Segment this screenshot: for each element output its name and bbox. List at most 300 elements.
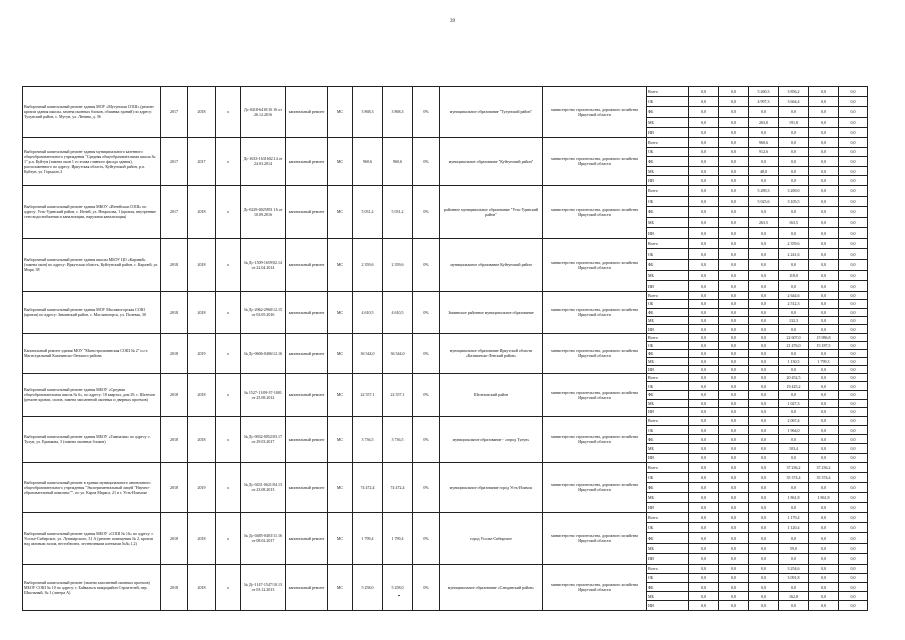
funding-value: 0,0 <box>749 325 779 333</box>
funding-value: 0,0 <box>809 207 839 218</box>
funding-value: 0,0 <box>809 176 839 186</box>
work-type: капитальный ремонт <box>286 512 328 564</box>
funding-value: 5 260,3 <box>749 87 779 97</box>
funding-value: 0,0 <box>809 573 839 582</box>
funding-value: 132,3 <box>779 317 809 325</box>
funding-value: 0,0 <box>719 533 749 543</box>
readiness-percent: 0% <box>413 512 440 564</box>
funding-value: 0,0 <box>809 554 839 564</box>
remaining-cost: 5 031,2 <box>383 185 413 238</box>
start-year: 2017 <box>161 185 188 238</box>
funding-value: 21 476,0 <box>779 341 809 349</box>
funding-source: ОБ <box>647 341 689 349</box>
table-row <box>23 462 868 472</box>
funding-value: 0,0 <box>749 583 779 592</box>
funding-value: 0,0 <box>839 176 868 186</box>
funding-value: 0,0 <box>749 512 779 522</box>
funding-value: 35 374,4 <box>809 472 839 482</box>
funding-source: ИИ <box>647 127 689 137</box>
start-year: 2018 <box>161 462 188 512</box>
funding-source: МБ <box>647 217 689 228</box>
estimated-cost: 74 472,4 <box>353 462 383 512</box>
funding-value: 0,0 <box>689 249 719 260</box>
unit: МС <box>328 333 353 373</box>
funding-value: 0,0 <box>719 365 749 373</box>
funding-value: 0,0 <box>719 564 749 573</box>
mark-cell: х <box>216 373 241 416</box>
funding-value: 0,0 <box>719 341 749 349</box>
funding-value: 1 964,0 <box>779 425 809 434</box>
funding-value: 0,0 <box>779 502 809 512</box>
funding-value: 1 861,8 <box>779 492 809 502</box>
funding-value: 0,0 <box>839 462 868 472</box>
object-description: Выборочный капитальный ремонт здания МОУ «Мугунская СОШ» (ремонт кровли здания школы, замена оконных блоков, обшивка зданий) по адресу: Тулунский район, с. Мугун, ул. Ленина, д. 36 <box>23 87 161 138</box>
funding-value: 0,0 <box>719 512 749 522</box>
funding-source: Всего <box>647 564 689 573</box>
funding-source: МБ <box>647 357 689 365</box>
readiness-percent: 0% <box>413 416 440 462</box>
funding-value: 0,0 <box>749 453 779 462</box>
responsible-ministry: министерство строительства, дорожного хозяйства Иркутской области <box>543 137 647 185</box>
funding-source: МБ <box>647 117 689 127</box>
funding-source: ИИ <box>647 554 689 564</box>
funding-value: 0,0 <box>809 453 839 462</box>
funding-value: 0,0 <box>839 399 868 408</box>
funding-value: 0,0 <box>719 523 749 533</box>
funding-source: ФБ <box>647 207 689 218</box>
end-year: 2018 <box>188 564 216 610</box>
object-description: Выборочный капитальный ремонт здания МБОУ «СОШ № 16» по адресу: г. Усолье-Сибирское, ул. Луначарского, 31 А (ремонт помещения № 2, кровли над актовым залом, вестибюлем, лестничными клетками №№ 1,2) <box>23 512 161 564</box>
funding-value: 0,0 <box>749 533 779 543</box>
responsible-ministry: министерство строительства, дорожного хозяйства Иркутской области <box>543 564 647 610</box>
funding-value: 0,0 <box>779 137 809 147</box>
funding-value: 0,0 <box>689 408 719 417</box>
funding-value: 0,0 <box>719 349 749 357</box>
funding-source: ОБ <box>647 97 689 107</box>
responsible-ministry: министерство строительства, дорожного хозяйства Иркутской области <box>543 185 647 238</box>
funding-value: 0,0 <box>719 357 749 365</box>
work-type: капитальный ремонт <box>286 238 328 291</box>
unit: МС <box>328 185 353 238</box>
funding-value: 5 025,6 <box>749 196 779 207</box>
funding-value: 0,0 <box>689 228 719 239</box>
start-year: 2017 <box>161 137 188 185</box>
funding-value: 0,0 <box>839 196 868 207</box>
funding-source: Всего <box>647 87 689 97</box>
estimated-cost: 5 258,0 <box>353 564 383 610</box>
work-type: капитальный ремонт <box>286 462 328 512</box>
funding-value: 0,0 <box>719 107 749 117</box>
funding-value: 0,0 <box>839 308 868 316</box>
funding-value: 0,0 <box>839 117 868 127</box>
funding-value: 0,0 <box>719 270 749 281</box>
funding-value: 0,0 <box>689 196 719 207</box>
funding-value: 15 187,5 <box>809 341 839 349</box>
funding-value: 0,0 <box>719 482 749 492</box>
responsible-ministry: министерство строительства, дорожного хозяйства Иркутской области <box>543 462 647 512</box>
document-ref: № Дс-0032-0052/03.17 от 29.03.2017 <box>241 416 286 462</box>
funding-value: 3 091,8 <box>779 573 809 582</box>
funding-value: 0,0 <box>779 281 809 292</box>
municipality: муниципальное образование «Слюдянский район» <box>440 564 543 610</box>
funding-value: 0,0 <box>689 435 719 444</box>
funding-value: 0,0 <box>689 176 719 186</box>
funding-value: 0,0 <box>749 408 779 417</box>
funding-source: ФБ <box>647 107 689 117</box>
document-ref: № 1527-11/09-37-1001 от 25.08.2012 <box>241 373 286 416</box>
funding-value: 0,0 <box>839 107 868 117</box>
object-description: Выборочный капитальный ремонт здания школы МБОУ ЦО «Каравай» (замена окон) по адресу: Иркутская область, Куйтунский район, с. Каразей, ул. Мира, 38 <box>23 238 161 291</box>
funding-value: 0,0 <box>689 117 719 127</box>
funding-value: 0,0 <box>719 127 749 137</box>
funding-value: 0,0 <box>839 281 868 292</box>
funding-value: 0,0 <box>839 592 868 601</box>
remaining-cost: 1 799,4 <box>383 512 413 564</box>
end-year: 2018 <box>188 238 216 291</box>
funding-value: 4 997,3 <box>749 97 779 107</box>
start-year: 2018 <box>161 291 188 333</box>
funding-value: 0,0 <box>749 472 779 482</box>
funding-value: 0,0 <box>809 399 839 408</box>
funding-value: 0,0 <box>719 117 749 127</box>
table-row <box>23 87 868 97</box>
remaining-cost: 2 359,6 <box>383 238 413 291</box>
funding-value: 0,0 <box>809 300 839 308</box>
funding-value: 0,0 <box>689 512 719 522</box>
work-type: капитальный ремонт <box>286 87 328 138</box>
funding-source: ФБ <box>647 533 689 543</box>
funding-value: 0,0 <box>809 523 839 533</box>
estimated-cost: 3 736,5 <box>353 416 383 462</box>
funding-value: 0,0 <box>839 157 868 167</box>
funding-value: 0,0 <box>749 564 779 573</box>
funding-value: 0,0 <box>689 325 719 333</box>
funding-value: 0,0 <box>719 472 749 482</box>
funding-value: 0,0 <box>809 444 839 453</box>
funding-value: 0,0 <box>839 137 868 147</box>
funding-value: 118,0 <box>779 270 809 281</box>
funding-value: 0,0 <box>689 333 719 341</box>
funding-value: 0,0 <box>689 492 719 502</box>
funding-value: 3 105,5 <box>779 196 809 207</box>
funding-source: ФБ <box>647 260 689 271</box>
funding-value: 0,0 <box>719 373 749 382</box>
funding-source: Всего <box>647 462 689 472</box>
funding-value: 0,0 <box>689 207 719 218</box>
funding-value: 0,0 <box>749 238 779 249</box>
mark-cell: х <box>216 185 241 238</box>
funding-value: 0,0 <box>809 382 839 391</box>
funding-source: ИИ <box>647 601 689 610</box>
table-row <box>23 137 868 147</box>
funding-value: 0,0 <box>719 390 749 399</box>
funding-value: 0,0 <box>749 317 779 325</box>
funding-value: 0,0 <box>839 185 868 196</box>
funding-value: 0,0 <box>689 87 719 97</box>
readiness-percent: 0% <box>413 137 440 185</box>
funding-value: 0,0 <box>839 408 868 417</box>
object-description: Выборочный капитальный ремонт здания МКОУ «Игнейская СОШ» по адресу: Усть-Удинский район, с. Игней, ул. Некрасова, 1 (кровля, внутренние сети водоснабжения и канализации, наружная канализация) <box>23 185 161 238</box>
document-ref: № Дс-0606-0406/12.16 <box>241 333 286 373</box>
funding-value: 0,0 <box>749 270 779 281</box>
funding-value: 0,0 <box>839 365 868 373</box>
funding-source: Всего <box>647 238 689 249</box>
responsible-ministry: министерство строительства, дорожного хозяйства Иркутской области <box>543 512 647 564</box>
remaining-cost: 3 868,3 <box>383 87 413 138</box>
funding-source: Всего <box>647 137 689 147</box>
funding-value: 0,0 <box>809 435 839 444</box>
funding-value: 59,0 <box>779 543 809 553</box>
estimated-cost: 1 799,4 <box>353 512 383 564</box>
funding-value: 0,0 <box>779 365 809 373</box>
unit: МС <box>328 87 353 138</box>
funding-value: 0,0 <box>689 300 719 308</box>
funding-source: ОБ <box>647 472 689 482</box>
end-year: 2019 <box>188 333 216 373</box>
funding-source: Всего <box>647 512 689 522</box>
funding-value: 0,0 <box>809 157 839 167</box>
funding-value: 0,0 <box>839 87 868 97</box>
funding-value: 0,0 <box>749 281 779 292</box>
funding-value: 103,4 <box>779 444 809 453</box>
funding-value: 0,0 <box>779 482 809 492</box>
work-type: капитальный ремонт <box>286 373 328 416</box>
funding-value: 0,0 <box>719 238 749 249</box>
funding-source: ОБ <box>647 523 689 533</box>
funding-value: 0,0 <box>689 357 719 365</box>
remaining-cost: 5 258,0 <box>383 564 413 610</box>
funding-value: 0,0 <box>719 592 749 601</box>
end-year: 2018 <box>188 373 216 416</box>
funding-value: 0,0 <box>809 291 839 299</box>
funding-value: 0,0 <box>839 435 868 444</box>
responsible-ministry: министерство строительства, дорожного хозяйства Иркутской области <box>543 416 647 462</box>
mark-cell: х <box>216 512 241 564</box>
funding-value: 0,0 <box>689 281 719 292</box>
funding-value: 0,0 <box>749 399 779 408</box>
funding-value: 0,0 <box>779 453 809 462</box>
funding-value: 0,0 <box>809 249 839 260</box>
funding-value: 0,0 <box>839 249 868 260</box>
funding-value: 0,0 <box>809 117 839 127</box>
funding-value: 0,0 <box>779 390 809 399</box>
table-row <box>23 564 868 573</box>
funding-value: 0,0 <box>689 157 719 167</box>
funding-source: МБ <box>647 492 689 502</box>
funding-value: 0,0 <box>749 373 779 382</box>
funding-source: ИИ <box>647 176 689 186</box>
funding-value: 0,0 <box>719 444 749 453</box>
funding-value: 0,0 <box>719 325 749 333</box>
funding-value: 0,0 <box>839 425 868 434</box>
municipality: Шелеховский район <box>440 373 543 416</box>
funding-value: 0,0 <box>689 270 719 281</box>
funding-value: 0,0 <box>839 523 868 533</box>
funding-value: 0,0 <box>689 583 719 592</box>
funding-value: 0,0 <box>809 196 839 207</box>
funding-value: 0,0 <box>689 349 719 357</box>
funding-value: 0,0 <box>719 185 749 196</box>
municipality: муниципальное образование Куйтунский район <box>440 238 543 291</box>
funding-value: 0,0 <box>719 416 749 425</box>
readiness-percent: 0% <box>413 373 440 416</box>
funding-value: 960,6 <box>749 137 779 147</box>
readiness-percent: 0% <box>413 87 440 138</box>
table-row <box>23 333 868 341</box>
funding-value: 0,0 <box>809 543 839 553</box>
responsible-ministry: министерство строительства, дорожного хозяйства Иркутской области <box>543 373 647 416</box>
funding-source: МБ <box>647 317 689 325</box>
funding-value: 0,0 <box>749 382 779 391</box>
funding-value: 0,0 <box>689 453 719 462</box>
document-ref: № Дс-1509-1659/02.14 от 22.04.2014 <box>241 238 286 291</box>
funding-value: 0,0 <box>809 87 839 97</box>
funding-value: 0,0 <box>689 137 719 147</box>
funding-source: Всего <box>647 333 689 341</box>
funding-value: 0,0 <box>809 365 839 373</box>
table-row <box>23 238 868 249</box>
funding-value: 0,0 <box>749 416 779 425</box>
estimated-cost: 5 031,2 <box>353 185 383 238</box>
funding-value: 0,0 <box>839 533 868 543</box>
funding-value: 0,0 <box>719 601 749 610</box>
funding-value: 0,0 <box>839 300 868 308</box>
funding-value: 0,0 <box>839 217 868 228</box>
end-year: 2018 <box>188 185 216 238</box>
funding-source: МБ <box>647 592 689 601</box>
funding-value: 35 374,4 <box>779 472 809 482</box>
funding-value: 0,0 <box>749 554 779 564</box>
work-type: капитальный ремонт <box>286 291 328 333</box>
funding-value: 0,0 <box>809 270 839 281</box>
funding-value: 0,0 <box>689 127 719 137</box>
funding-value: 0,0 <box>839 564 868 573</box>
funding-value: 0,0 <box>689 573 719 582</box>
funding-value: 0,0 <box>809 107 839 117</box>
funding-value: 0,0 <box>749 207 779 218</box>
funding-value: 0,0 <box>839 554 868 564</box>
funding-value: 0,0 <box>719 543 749 553</box>
unit: МС <box>328 512 353 564</box>
funding-value: 0,0 <box>809 97 839 107</box>
end-year: 2018 <box>188 87 216 138</box>
funding-source: МБ <box>647 444 689 453</box>
funding-value: 0,0 <box>809 373 839 382</box>
funding-value: 0,0 <box>689 166 719 176</box>
funding-value: 0,0 <box>779 260 809 271</box>
funding-value: 0,0 <box>719 573 749 582</box>
funding-value: 0,0 <box>809 166 839 176</box>
funding-value: 48,0 <box>749 166 779 176</box>
document-ref: Дс-0418-6410/16 16 от 26.12.2016 <box>241 87 286 138</box>
remaining-cost: 3 736,5 <box>383 416 413 462</box>
municipality: город Усолье-Сибирское <box>440 512 543 564</box>
funding-value: 0,0 <box>839 583 868 592</box>
funding-value: 0,0 <box>689 317 719 325</box>
table-row <box>23 185 868 196</box>
funding-value: 0,0 <box>779 157 809 167</box>
funding-value: 0,0 <box>749 349 779 357</box>
funding-value: 0,0 <box>749 425 779 434</box>
municipality: муниципальное образование "Тулунский район" <box>440 87 543 138</box>
mark-cell: х <box>216 291 241 333</box>
funding-value: 0,0 <box>719 453 749 462</box>
funding-value: 0,0 <box>719 462 749 472</box>
funding-value: 0,0 <box>809 349 839 357</box>
funding-value: 0,0 <box>719 228 749 239</box>
funding-value: 3 269,0 <box>779 185 809 196</box>
funding-value: 0,0 <box>749 333 779 341</box>
end-year: 2018 <box>188 512 216 564</box>
document-ref: Дс-0229-0025851 16 от 10.09.2016 <box>241 185 286 238</box>
remaining-cost: 36 544,0 <box>383 333 413 373</box>
funding-value: 0,0 <box>719 425 749 434</box>
responsible-ministry: министерство строительства, дорожного хозяйства Иркутской области <box>543 291 647 333</box>
funding-value: 0,0 <box>719 291 749 299</box>
funding-value: 0,0 <box>809 533 839 543</box>
funding-value: 0,0 <box>719 382 749 391</box>
work-type: капитальный ремонт <box>286 185 328 238</box>
responsible-ministry: министерство строительства, дорожного хозяйства Иркутской области <box>543 238 647 291</box>
municipality: муниципальное образование Иркутской области «Казачинско-Ленский район» <box>440 333 543 373</box>
funding-value: 0,0 <box>719 583 749 592</box>
funding-value: 0,0 <box>689 472 719 482</box>
unit: МС <box>328 416 353 462</box>
funding-value: 0,0 <box>809 390 839 399</box>
end-year: 2018 <box>188 416 216 462</box>
unit: МС <box>328 564 353 610</box>
funding-value: 163,5 <box>779 217 809 228</box>
funding-value: 0,0 <box>749 573 779 582</box>
funding-value: 0,0 <box>839 207 868 218</box>
funding-value: 0,0 <box>749 523 779 533</box>
funding-value: 0,0 <box>749 357 779 365</box>
funding-value: 0,0 <box>809 592 839 601</box>
funding-value: 0,0 <box>689 147 719 157</box>
mark-cell: х <box>216 87 241 138</box>
funding-value: 37 236,2 <box>809 462 839 472</box>
end-year: 2018 <box>188 291 216 333</box>
funding-source: ФБ <box>647 349 689 357</box>
funding-value: 0,0 <box>749 107 779 117</box>
funding-value: 20 452,5 <box>779 373 809 382</box>
remaining-cost: 74 472,4 <box>383 462 413 512</box>
funding-value: 0,0 <box>689 502 719 512</box>
funding-value: 0,0 <box>719 408 749 417</box>
funding-value: 0,0 <box>809 147 839 157</box>
funding-value: 0,0 <box>809 260 839 271</box>
unit: МС <box>328 238 353 291</box>
funding-value: 37 236,2 <box>779 462 809 472</box>
start-year: 2018 <box>161 512 188 564</box>
funding-value: 0,0 <box>749 390 779 399</box>
start-year: 2017 <box>161 87 188 138</box>
funding-source: ОБ <box>647 196 689 207</box>
funding-value: 0,0 <box>779 435 809 444</box>
funding-value: 0,0 <box>689 238 719 249</box>
object-description: Выборочный капитальный ремонт в здании муниципального автономного общеобразовательного учреждения "Экспериментальный лицей "Научно-образовательный комплекс"", по ул. Карла Маркса, 21 в г. Усть-Илимске <box>23 462 161 512</box>
funding-source: Всего <box>647 416 689 425</box>
funding-value: 2 359,6 <box>779 238 809 249</box>
capital-repair-table <box>22 86 868 611</box>
funding-value: 0,0 <box>719 147 749 157</box>
funding-value: 22 607,0 <box>779 333 809 341</box>
funding-value: 0,0 <box>689 308 719 316</box>
funding-value: 0,0 <box>689 260 719 271</box>
funding-value: 0,0 <box>779 325 809 333</box>
page-number: 39 <box>450 19 455 24</box>
funding-value: 0,0 <box>809 217 839 228</box>
